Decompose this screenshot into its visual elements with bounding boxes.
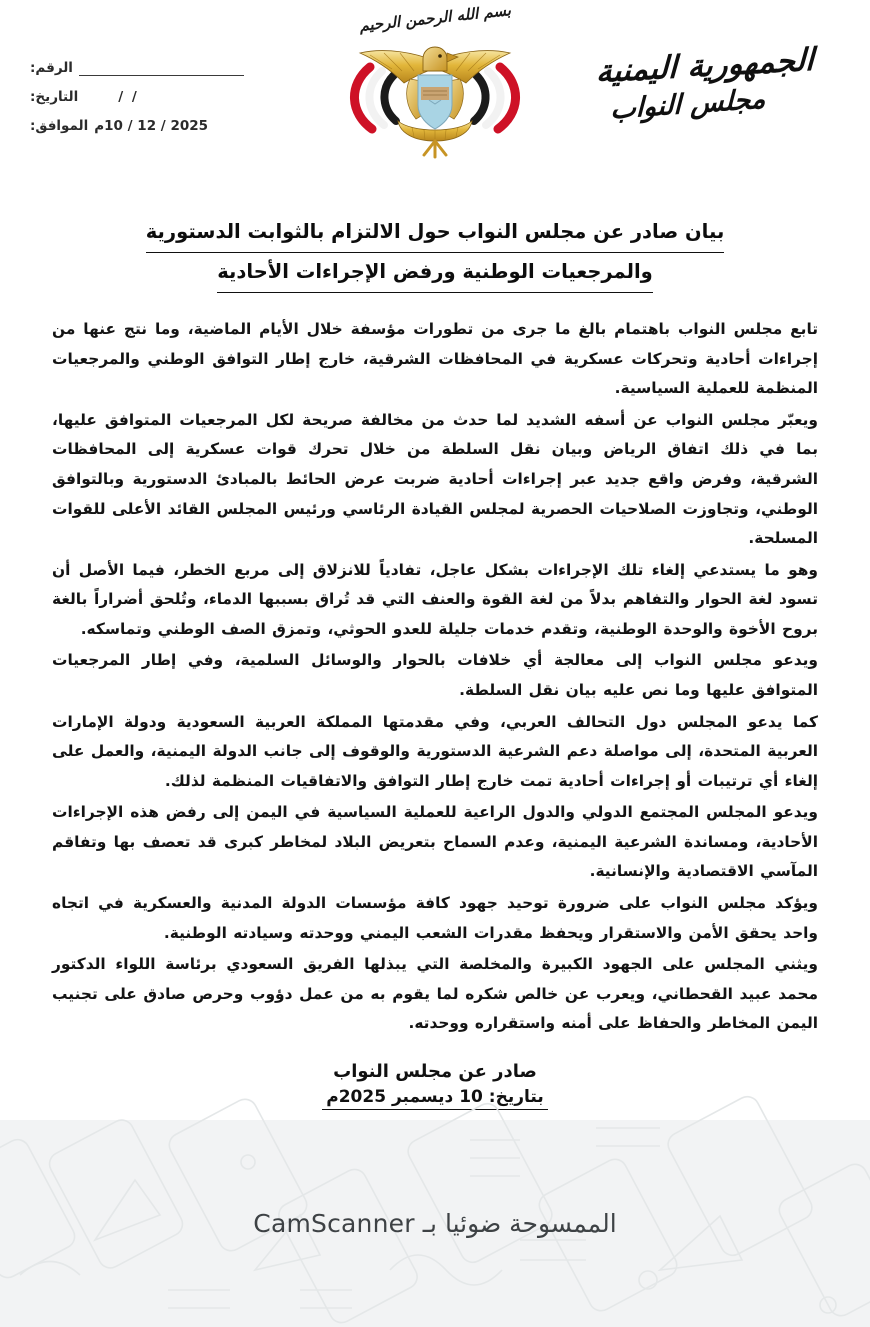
watermark-arabic-text: الممسوحة ضوئيا بـ <box>422 1209 617 1238</box>
title-line-2: والمرجعيات الوطنية ورفض الإجراءات الأحادية <box>217 253 653 293</box>
signature-issuer: صادر عن مجلس النواب <box>333 1060 537 1082</box>
reference-fields <box>30 58 280 145</box>
signature-date: بتاريخ: 10 ديسمبر 2025م <box>322 1087 547 1110</box>
center-header-block <box>320 1 550 161</box>
signature-block <box>0 1061 870 1110</box>
reference-gregorian-row <box>30 116 280 134</box>
letterhead <box>0 0 870 185</box>
reference-date-row <box>30 87 280 105</box>
body-paragraph: ويعبّر مجلس النواب عن أسفه الشديد لما حدث من مخالفة صريحة لكل المرجعيات المتوافق عليها، بما في ذلك اتفاق الرياض وبيان نقل السلطة من خلال تحرك قوات عسكرية إلى المحافظات الشرقية، وفرض واقع جديد عبر إجراءات أحادية ضربت عرض الحائط بالمبادئ الدستورية وبالتوافق الوطني، وتجاوزت الصلاحيات الحصرية لمجلس القيادة الرئاسي ورئيس المجلس القائد الأعلى للقوات المسلحة. <box>52 410 818 548</box>
body-paragraph: ويثني المجلس على الجهود الكبيرة والمخلصة التي يبذلها الفريق السعودي برئاسة اللواء الدكتور محمد عبيد القحطاني، ويعرب عن خالص شكره لما يقوم به من عمل دؤوب وحرص صادق على تجنيب اليمن المخاطر والحفاظ على أمنه واستقراره ووحدته. <box>52 955 818 1033</box>
body-paragraph: ويدعو مجلس النواب إلى معالجة أي خلافات بالحوار والوسائل السلمية، وفي إطار المرجعيات المتوافق عليها وما نص عليه بيان نقل السلطة. <box>52 651 818 699</box>
reference-number-row <box>30 58 280 76</box>
reference-number-rule <box>79 62 244 76</box>
reference-gregorian-label: الموافق: <box>30 118 89 134</box>
body-paragraph: وهو ما يستدعي إلغاء تلك الإجراءات بشكل عاجل، تفادياً للانزلاق إلى مربع الخطر، فيما الأصل أن تسود لغة الحوار والتفاهم بدلاً من لغة القوة والعنف التي قد تُراق بسببها الدماء، وتُلحق أضراراً بالغة بروح الأخوة والوحدة الوطنية، وتقدم خدمات جليلة للعدو الحوثي، وتمزق الصف الوطني وتماسكه. <box>52 560 818 638</box>
title-line-1: بيان صادر عن مجلس النواب حول الالتزام بالثوابت الدستورية <box>146 213 725 253</box>
camscanner-footer <box>0 1120 870 1327</box>
reference-date-label: التاريخ: <box>30 89 79 105</box>
document-title <box>0 213 870 293</box>
national-emblem-icon <box>320 29 550 161</box>
reference-gregorian-value: 2025 / 12 / 10م <box>94 118 209 134</box>
republic-title-block <box>560 41 850 126</box>
body-paragraph: ويؤكد مجلس النواب على ضرورة توحيد جهود كافة مؤسسات الدولة المدنية والعسكرية في اتجاه واحد يحقق الأمن والاستقرار ويحفظ مقدرات الشعب اليمني ووحدته وسيادته الوطنية. <box>52 894 818 942</box>
watermark-brand-text: CamScanner <box>253 1209 415 1238</box>
body-paragraph: تابع مجلس النواب باهتمام بالغ ما جرى من تطورات مؤسفة خلال الأيام الماضية، وما نتج عنها من إجراءات أحادية وتحركات عسكرية في المحافظات الشرقية، خارج إطار التوافق الوطني والمرجعيات المنظمة للعملية السياسية. <box>52 320 818 398</box>
basmala-text: بسم الله الرحمن الرحيم <box>358 1 512 35</box>
republic-name: الجمهورية اليمنية <box>595 41 815 91</box>
institution-name: مجلس النواب <box>610 83 766 126</box>
body-paragraph: ويدعو المجلس المجتمع الدولي والدول الراعية للعملية السياسية في اليمن إلى رفض هذه الإجراءات الأحادية، ومساندة الشرعية اليمنية، وعدم السماح بتعريض البلاد لمخاطر كبرى قد تعصف بها وتفاقم المآسي الاقتصادية والإنسانية. <box>52 803 818 881</box>
reference-number-label: الرقم: <box>30 60 73 76</box>
document-body <box>52 315 818 1039</box>
camscanner-watermark <box>0 1120 870 1327</box>
body-paragraph: كما يدعو المجلس دول التحالف العربي، وفي مقدمتها المملكة العربية السعودية ودولة الإمارات العربية المتحدة، إلى مواصلة دعم الشرعية الدستورية والوقوف إلى جانب الدولة اليمنية، والعمل على إلغاء أي ترتيبات أو إجراءات أحادية تمت خارج إطار التوافق والاتفاقيات المنظمة لذلك. <box>52 712 818 790</box>
reference-date-value: / / <box>118 89 139 105</box>
